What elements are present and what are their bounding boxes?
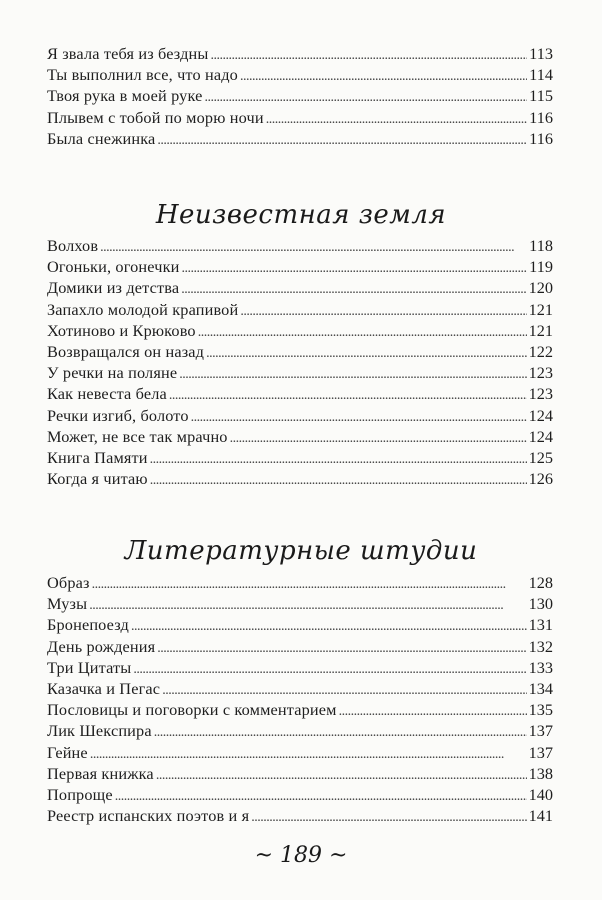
toc-entry-title: Была снежинка <box>47 128 156 148</box>
toc-list-top <box>47 43 553 149</box>
toc-entry <box>47 256 553 277</box>
toc-entry-title: Огоньки, огонечки <box>47 257 180 277</box>
dot-leader <box>206 343 526 364</box>
dot-leader <box>157 638 526 659</box>
toc-entry-title: Гейне <box>47 742 88 762</box>
toc-entry-page: 122 <box>528 341 553 361</box>
dot-leader <box>90 744 527 765</box>
toc-entry <box>47 678 553 699</box>
toc-entry <box>47 657 553 678</box>
toc-entry-title: Бронепоезд <box>47 615 129 635</box>
dot-leader <box>266 109 527 130</box>
dot-leader <box>182 258 528 279</box>
toc-list-unknown-land <box>47 235 553 489</box>
toc-entry-page: 126 <box>528 469 553 489</box>
toc-entry <box>47 299 553 320</box>
toc-entry <box>47 593 553 614</box>
toc-entry-title: Лик Шекспира <box>47 721 152 741</box>
toc-entry-title: Я звала тебя из бездны <box>47 44 209 63</box>
toc-entry-page: 131 <box>528 615 553 635</box>
toc-entry-title: Запахло молодой крапивой <box>47 299 239 319</box>
toc-entry <box>47 699 553 720</box>
dot-leader <box>162 680 526 701</box>
dot-leader <box>169 385 527 406</box>
toc-entry <box>47 784 553 805</box>
toc-entry-page: 116 <box>529 128 553 148</box>
dot-leader <box>191 407 527 428</box>
toc-entry-title: Речки изгиб, болото <box>47 405 189 425</box>
toc-list-literary-studies <box>47 572 553 826</box>
toc-entry <box>47 636 553 657</box>
dot-leader <box>89 595 526 616</box>
toc-entry-title: Ты выполнил все, что надо <box>47 65 238 85</box>
toc-entry <box>47 320 553 341</box>
dot-leader <box>150 449 527 470</box>
toc-entry-page: 134 <box>528 678 553 698</box>
toc-entry-title: Плывем с тобой по морю ночи <box>47 107 264 127</box>
toc-entry-page: 114 <box>529 65 553 85</box>
dot-leader <box>131 616 527 637</box>
dot-leader <box>240 301 526 322</box>
toc-entry-page: 141 <box>528 806 553 826</box>
dot-leader <box>198 322 527 343</box>
toc-entry <box>47 341 553 362</box>
page-number: ~ 189 ~ <box>254 843 348 868</box>
toc-entry-page: 124 <box>528 426 553 446</box>
toc-entry-page: 125 <box>528 447 553 467</box>
toc-entry-title: Когда я читаю <box>47 469 148 489</box>
toc-entry-page: 137 <box>528 742 553 762</box>
toc-entry-title: Реестр испанских поэтов и я <box>47 806 250 826</box>
toc-entry <box>47 43 553 64</box>
toc-entry-title: Три Цитаты <box>47 657 132 677</box>
toc-entry-title: Волхов <box>47 236 99 255</box>
toc-entry-page: 123 <box>528 363 553 383</box>
toc-entry-title: У речки на поляне <box>47 363 178 383</box>
toc-entry-page: 135 <box>528 700 553 720</box>
toc-entry-title: Возвращался он назад <box>47 341 205 361</box>
toc-entry-title: Первая книжка <box>47 763 154 783</box>
dot-leader <box>157 130 527 151</box>
toc-entry-page: 121 <box>528 320 553 340</box>
toc-entry-title: Пословицы и поговорки с комментарием <box>47 700 337 720</box>
toc-entry-page: 137 <box>528 721 553 741</box>
toc-entry-page: 120 <box>528 278 553 298</box>
toc-entry <box>47 572 553 593</box>
dot-leader <box>251 807 526 828</box>
dot-leader <box>92 574 527 595</box>
section-title-unknown-land: Неизвестная земля <box>155 200 447 230</box>
toc-entry <box>47 405 553 426</box>
toc-entry <box>47 805 553 826</box>
dot-leader <box>150 470 527 491</box>
toc-entry-title: Казачка и Пегас <box>47 678 161 698</box>
toc-entry-page: 118 <box>529 236 553 255</box>
toc-entry-page: 124 <box>528 405 553 425</box>
toc-entry <box>47 128 553 149</box>
dot-leader <box>211 45 528 66</box>
dot-leader <box>179 364 526 385</box>
toc-entry <box>47 742 553 763</box>
toc-entry-page: 115 <box>529 86 553 106</box>
toc-entry-title: Твоя рука в моей руке <box>47 86 203 106</box>
toc-entry <box>47 763 553 784</box>
toc-entry-page: 123 <box>528 384 553 404</box>
toc-entry-page: 140 <box>528 784 553 804</box>
toc-entry-title: Хотиново и Крюково <box>47 320 196 340</box>
toc-entry-title: Музы <box>47 594 88 614</box>
toc-entry-title: Может, не все так мрачно <box>47 426 228 446</box>
toc-entry-page: 128 <box>528 573 553 592</box>
toc-entry-title: Домики из детства <box>47 278 180 298</box>
toc-entry <box>47 235 553 256</box>
dot-leader <box>156 765 527 786</box>
toc-entry-page: 130 <box>528 594 553 614</box>
toc-entry <box>47 468 553 489</box>
dot-leader <box>154 722 527 743</box>
toc-entry <box>47 720 553 741</box>
toc-entry-title: Как невеста бела <box>47 384 167 404</box>
section-title-literary-studies: Литературные штудии <box>124 536 478 566</box>
toc-entry-page: 133 <box>528 657 553 677</box>
toc-entry-title: Попроще <box>47 784 113 804</box>
toc-entry <box>47 107 553 128</box>
toc-entry <box>47 447 553 468</box>
dot-leader <box>339 701 527 722</box>
toc-entry-title: День рождения <box>47 636 156 656</box>
dot-leader <box>115 786 527 807</box>
toc-entry-page: 119 <box>529 257 553 277</box>
toc-entry <box>47 383 553 404</box>
toc-entry-page: 113 <box>529 44 553 63</box>
dot-leader <box>100 237 527 258</box>
toc-entry-page: 121 <box>528 299 553 319</box>
dot-leader <box>204 87 527 108</box>
toc-entry <box>47 614 553 635</box>
toc-entry <box>47 426 553 447</box>
dot-leader <box>240 66 527 87</box>
dot-leader <box>133 659 526 680</box>
dot-leader <box>181 279 526 300</box>
dot-leader <box>230 428 527 449</box>
toc-entry <box>47 277 553 298</box>
toc-entry <box>47 362 553 383</box>
toc-entry-title: Книга Памяти <box>47 447 148 467</box>
toc-entry <box>47 64 553 85</box>
toc-entry-page: 138 <box>528 763 553 783</box>
toc-entry-page: 132 <box>528 636 553 656</box>
toc-entry-page: 116 <box>529 107 553 127</box>
toc-entry-title: Образ <box>47 573 90 592</box>
toc-entry <box>47 85 553 106</box>
